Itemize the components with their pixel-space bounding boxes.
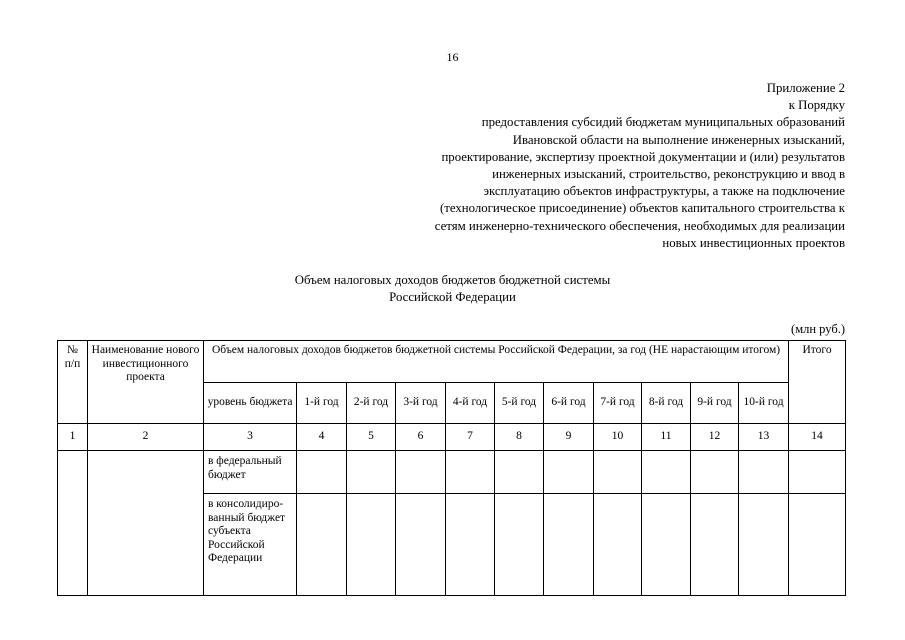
subheader-cell-budget-level: уровень бюджета <box>204 383 297 424</box>
column-number-cell: 6 <box>396 424 446 451</box>
data-cell-value <box>297 494 347 596</box>
data-cell-value <box>739 451 789 494</box>
data-cell-project-name <box>88 451 204 596</box>
appendix-line: (технологическое присоединение) объектов капитального строительства к <box>440 201 845 216</box>
appendix-line: Ивановской области на выполнение инженерных изысканий, <box>512 132 845 147</box>
subheader-cell-year: 9-й год <box>691 383 739 424</box>
data-cell-value <box>691 451 739 494</box>
document-title-line: Объем налоговых доходов бюджетов бюджетной системы <box>294 273 611 287</box>
data-cell-value <box>594 451 642 494</box>
subheader-cell-year: 10-й год <box>739 383 789 424</box>
unit-note: (млн руб.) <box>791 322 845 336</box>
subheader-cell-year: 6-й год <box>544 383 594 424</box>
subheader-cell-year: 2-й год <box>347 383 396 424</box>
column-number-cell: 10 <box>594 424 642 451</box>
data-cell-value <box>594 494 642 596</box>
appendix-header <box>325 80 845 252</box>
appendix-line: Приложение 2 <box>766 81 845 95</box>
table-header-row <box>58 341 846 383</box>
appendix-line: эксплуатацию объектов инфраструктуры, а также на подключение <box>483 184 845 199</box>
data-cell-value <box>495 451 544 494</box>
column-number-cell: 8 <box>495 424 544 451</box>
appendix-line: сетям инженерно-технического обеспечения, необходимых для реализации <box>434 218 845 233</box>
column-number-cell: 13 <box>739 424 789 451</box>
column-number-cell: 2 <box>88 424 204 451</box>
budget-level-federal: в федеральный бюджет <box>204 451 297 494</box>
data-cell-value <box>297 451 347 494</box>
data-cell-value <box>691 494 739 596</box>
data-cell-value <box>642 494 691 596</box>
header-cell-total: Итого <box>789 341 846 424</box>
header-cell-project-name: Наименование нового инвестиционного проекта <box>88 341 204 424</box>
column-number-cell: 5 <box>347 424 396 451</box>
subheader-cell-year: 5-й год <box>495 383 544 424</box>
column-number-cell: 14 <box>789 424 846 451</box>
appendix-line: к Порядку <box>788 98 845 113</box>
tax-revenue-table <box>57 340 846 596</box>
data-cell-value <box>446 451 495 494</box>
data-cell-value <box>347 494 396 596</box>
subheader-cell-year: 1-й год <box>297 383 347 424</box>
column-number-row <box>58 424 846 451</box>
column-number-cell: 11 <box>642 424 691 451</box>
data-cell-value <box>544 494 594 596</box>
data-cell-number <box>58 451 88 596</box>
budget-level-consolidated: в консолидиро-ванный бюджет субъекта Российской Федерации <box>204 494 297 596</box>
subheader-cell-year: 7-й год <box>594 383 642 424</box>
data-cell-value <box>396 494 446 596</box>
column-number-cell: 4 <box>297 424 347 451</box>
data-cell-value <box>446 494 495 596</box>
column-number-cell: 1 <box>58 424 88 451</box>
data-cell-value <box>739 494 789 596</box>
document-title-line: Российской Федерации <box>389 290 516 304</box>
column-number-cell: 12 <box>691 424 739 451</box>
header-cell-number: № п/п <box>58 341 88 424</box>
appendix-line: инженерных изысканий, строительство, реконструкцию и ввод в <box>492 167 845 182</box>
column-number-cell: 9 <box>544 424 594 451</box>
data-cell-total <box>789 451 846 494</box>
data-cell-value <box>347 451 396 494</box>
appendix-line: проектирование, экспертизу проектной документации и (или) результатов <box>441 149 845 164</box>
subheader-cell-year: 8-й год <box>642 383 691 424</box>
page-number: 16 <box>446 50 459 64</box>
data-cell-value <box>544 451 594 494</box>
appendix-line: предоставления субсидий бюджетам муниципальных образований <box>481 115 845 130</box>
subheader-cell-year: 3-й год <box>396 383 446 424</box>
appendix-line: новых инвестиционных проектов <box>662 235 845 250</box>
column-number-cell: 3 <box>204 424 297 451</box>
subheader-cell-year: 4-й год <box>446 383 495 424</box>
table-row <box>58 451 846 494</box>
column-number-cell: 7 <box>446 424 495 451</box>
header-cell-revenue-volume: Объем налоговых доходов бюджетов бюджетной системы Российской Федерации, за год (НЕ нарастающим итогом) <box>204 341 789 383</box>
data-cell-value <box>396 451 446 494</box>
data-cell-value <box>642 451 691 494</box>
data-cell-total <box>789 494 846 596</box>
document-title <box>0 272 905 306</box>
data-cell-value <box>495 494 544 596</box>
